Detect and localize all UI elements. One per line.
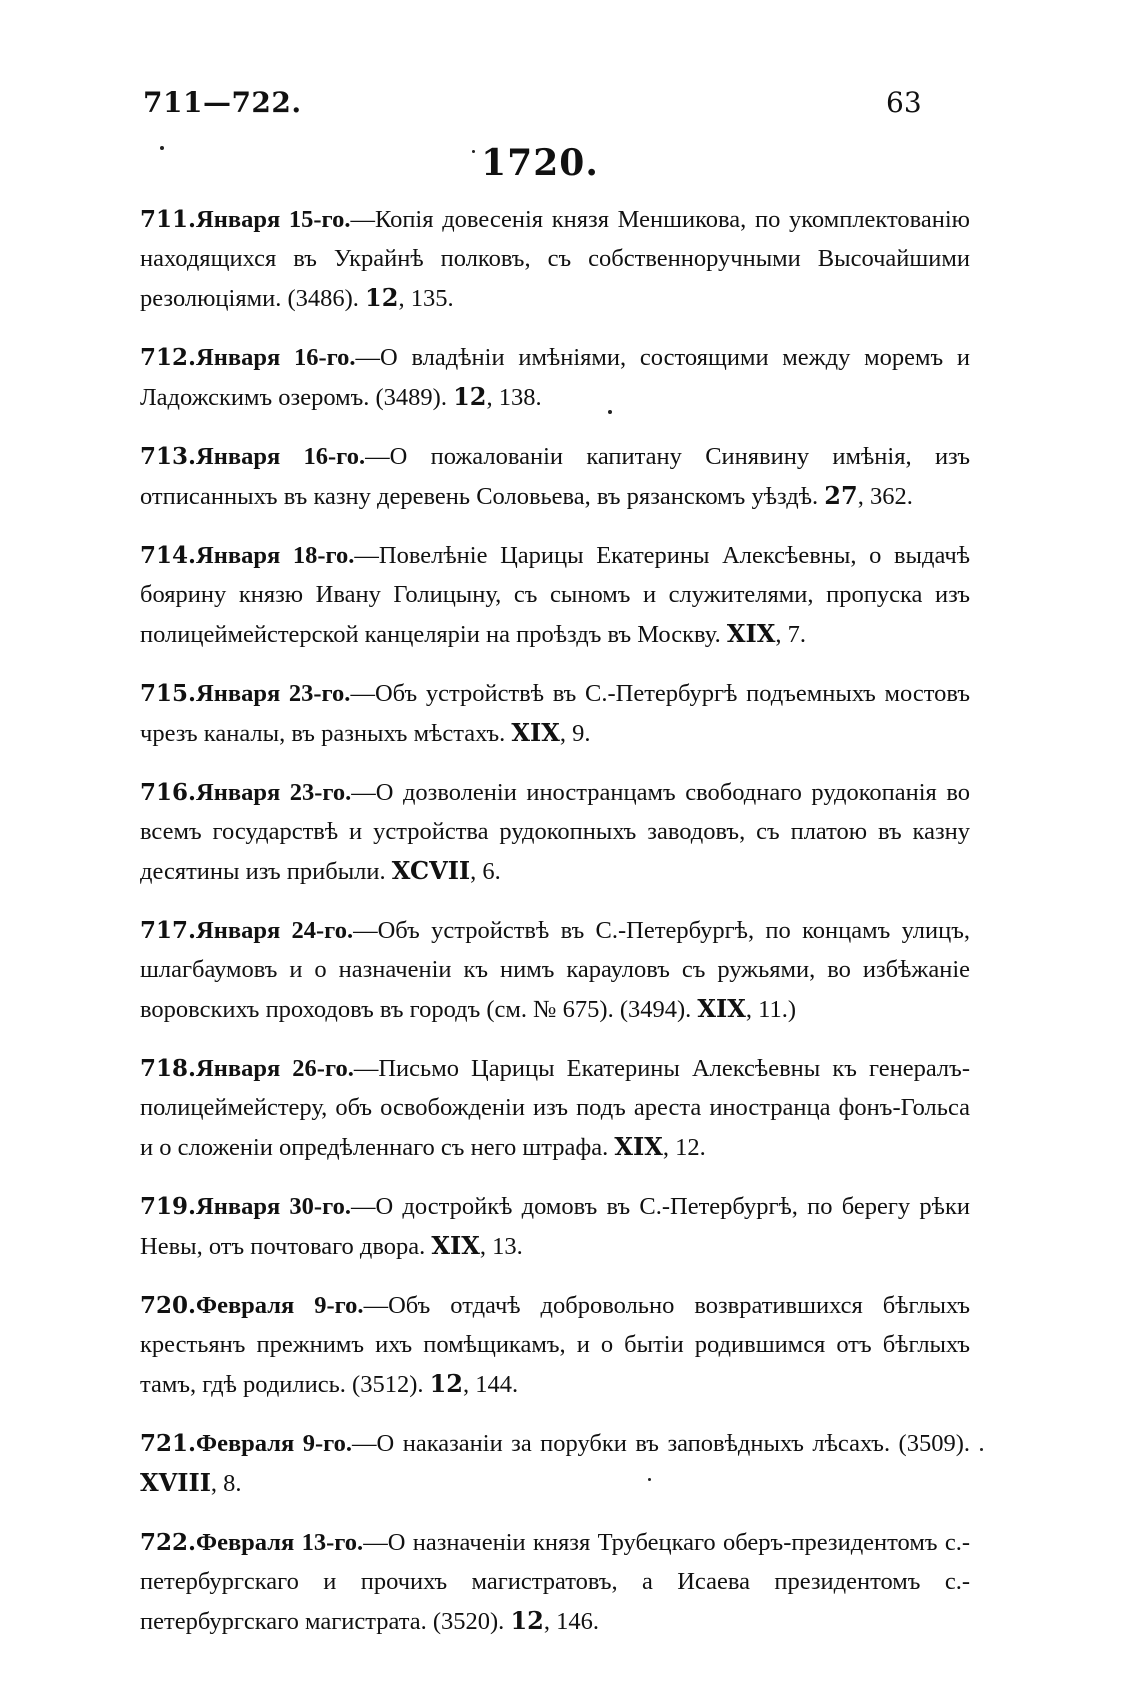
entry-volume: 12 xyxy=(365,283,399,312)
entry-volume: 27 xyxy=(824,481,858,510)
entry-719 xyxy=(140,1187,970,1266)
entry-number: 713. xyxy=(140,443,197,470)
entry-page: , 146. xyxy=(543,1608,599,1635)
entry-text: —Объ устройствѣ въ С.-Петербургѣ, по концамъ улицъ, шлагбаумовъ и о назначеніи къ нимъ карауловъ съ ружьями, во избѣжаніе воровскихъ проходовъ въ городъ (см. № 675). (3494). xyxy=(140,917,970,1023)
entry-volume: XIX xyxy=(726,619,776,648)
entry-number: 711. xyxy=(140,206,197,233)
entries-list xyxy=(140,200,970,1661)
entry-volume: XVIII xyxy=(140,1468,211,1497)
entry-number: 712. xyxy=(140,344,197,371)
entry-date: Января 23-го. xyxy=(196,680,351,707)
entry-713 xyxy=(140,437,970,516)
entry-text: —Письмо Царицы Екатерины Алексѣевны къ генералъ-полицеймейстеру, объ освобожденіи изъ подъ ареста иностранца фонъ-Гольса и о сложеніи опредѣленнаго съ него штрафа. xyxy=(140,1055,970,1161)
entry-721 xyxy=(140,1424,970,1503)
entry-text: —Объ устройствѣ въ С.-Петербургѣ подъемныхъ мостовъ чрезъ каналы, въ разныхъ мѣстахъ. xyxy=(140,680,970,747)
year-heading: 1720. xyxy=(481,142,599,184)
entry-text: —Объ отдачѣ добровольно возвратившихся бѣглыхъ крестьянъ прежнимъ ихъ помѣщикамъ, и о бытіи родившимся отъ бѣглыхъ тамъ, гдѣ родились. (3512). xyxy=(140,1292,970,1398)
entry-text: —О дозволеніи иностранцамъ свободнаго рудокопанія во всемъ государствѣ и устройства рудокопныхъ заводовъ, съ платою въ казну десятины изъ прибыли. xyxy=(140,779,970,885)
entry-717 xyxy=(140,911,970,1029)
entry-volume: XIX xyxy=(431,1231,480,1260)
entry-number: 721. xyxy=(140,1430,197,1457)
entry-date: Января 16-го. xyxy=(196,344,356,371)
entry-714 xyxy=(140,536,970,654)
entry-text: —Копія довесенія князя Меншикова, по укомплектованію находящихся въ Украйнѣ полковъ, съ собственноручными Высочайшими резолюціями. (3486). xyxy=(140,206,970,312)
page-range-header: 711—722. xyxy=(143,86,302,119)
print-speck xyxy=(160,146,164,150)
entry-date: Января 18-го. xyxy=(196,542,355,569)
entry-text: —О назначеніи князя Трубецкаго оберъ-президентомъ с.-петербургскаго и прочихъ магистратовъ, а Исаева президентомъ с.-петербургскаго магистрата. (3520). xyxy=(140,1529,971,1635)
entry-volume: 12 xyxy=(429,1369,464,1398)
entry-page: , 11.) xyxy=(745,996,797,1023)
entry-712 xyxy=(140,338,970,417)
entry-date: Января 15-го. xyxy=(196,206,351,233)
entry-text: —Повелѣніе Царицы Екатерины Алексѣевны, о выдачѣ боярину князю Ивану Голицыну, съ сыномъ и служителями, пропуска изъ полицеймейстерской канцеляріи на проѣздъ въ Москву. xyxy=(140,542,970,648)
entry-volume: 12 xyxy=(510,1606,544,1635)
entry-text: —О наказаніи за порубки въ заповѣдныхъ лѣсахъ. (3509). xyxy=(352,1430,970,1457)
entry-page: , 138. xyxy=(486,384,542,411)
entry-volume: XIX xyxy=(697,994,746,1023)
entry-date: Февраля 9-го. xyxy=(196,1430,353,1457)
entry-number: 717. xyxy=(140,917,197,944)
page-number: 63 xyxy=(886,86,922,119)
entry-number: 716. xyxy=(140,779,197,806)
entry-number: 720. xyxy=(140,1292,197,1319)
entry-date: Января 30-го. xyxy=(196,1193,351,1220)
entry-722 xyxy=(140,1523,970,1641)
print-speck xyxy=(980,1448,983,1451)
entry-number: 718. xyxy=(140,1055,197,1082)
entry-volume: XIX xyxy=(614,1132,663,1161)
entry-number: 722. xyxy=(140,1529,197,1556)
entry-page: , 144. xyxy=(463,1371,519,1398)
entry-text: —О пожалованіи капитану Синявину имѣнія, изъ отписанныхъ въ казну деревень Соловьева, въ рязанскомъ уѣздѣ. xyxy=(140,443,970,510)
entry-text: —О достройкѣ домовъ въ С.-Петербургѣ, по берегу рѣки Невы, отъ почтоваго двора. xyxy=(140,1193,970,1260)
entry-volume: 12 xyxy=(453,382,487,411)
entry-page: , 9. xyxy=(559,720,591,747)
entry-number: 719. xyxy=(140,1193,197,1220)
entry-716 xyxy=(140,773,970,891)
entry-page: , 135. xyxy=(398,285,454,312)
entry-718 xyxy=(140,1049,970,1167)
entry-page: , 7. xyxy=(775,621,806,648)
entry-date: Января 26-го. xyxy=(196,1055,354,1082)
entry-number: 715. xyxy=(140,680,197,707)
entry-720 xyxy=(140,1286,970,1404)
entry-page: , 13. xyxy=(479,1233,523,1260)
entry-715 xyxy=(140,674,970,753)
entry-page: , 8. xyxy=(210,1470,242,1497)
entry-date: Февраля 9-го. xyxy=(196,1292,364,1319)
entry-date: Февраля 13-го. xyxy=(196,1529,364,1556)
entry-number: 714. xyxy=(140,542,197,569)
entry-volume: XIX xyxy=(511,718,560,747)
entry-711 xyxy=(140,200,970,318)
entry-page: , 6. xyxy=(470,858,501,885)
print-speck xyxy=(472,150,475,153)
entry-date: Января 16-го. xyxy=(196,443,366,470)
entry-date: Января 23-го. xyxy=(196,779,352,806)
entry-page: , 12. xyxy=(662,1134,706,1161)
entry-text: —О владѣніи имѣніями, состоящими между моремъ и Ладожскимъ озеромъ. (3489). xyxy=(140,344,970,411)
entry-date: Января 24-го. xyxy=(196,917,354,944)
entry-volume: XCVII xyxy=(391,856,471,885)
entry-page: , 362. xyxy=(857,483,913,510)
